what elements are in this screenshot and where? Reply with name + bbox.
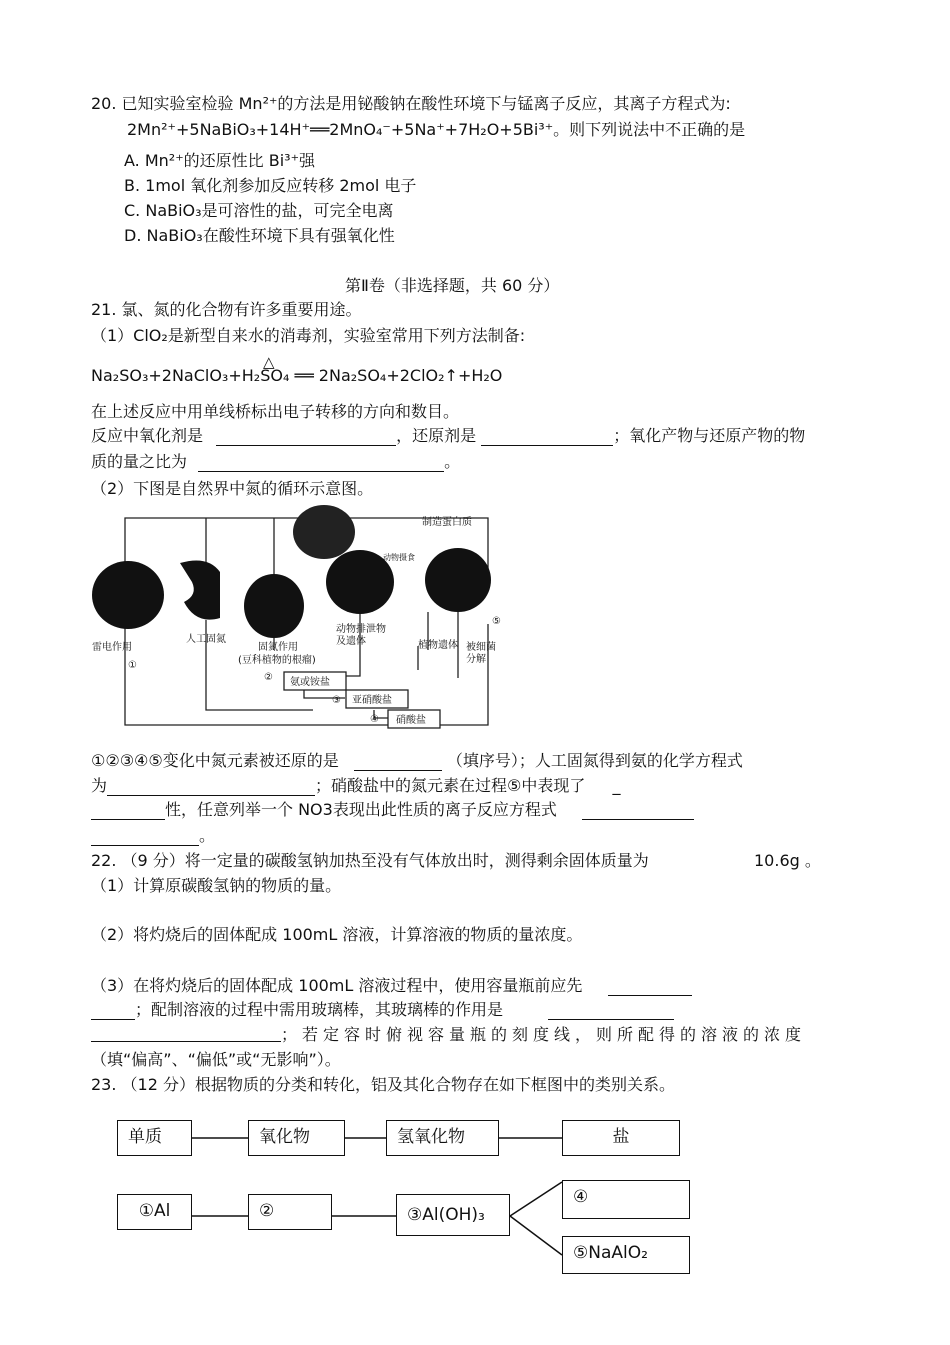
q22-options: （填“偏高”、“偏低”或“无影响”）。: [91, 1050, 341, 1069]
item-box-aloh3: ③Al(OH)₃: [396, 1194, 510, 1236]
num-2: ②: [264, 672, 273, 683]
q20-option-a: A. Mn²⁺的还原性比 Bi³⁺强: [124, 151, 316, 170]
ratio-blank[interactable]: [198, 455, 444, 472]
class-box-oxide: 氧化物: [248, 1120, 345, 1156]
q21-artificial-label: （填序号）；人工固氮得到氨的化学方程式: [446, 751, 743, 770]
flask-check-blank-2[interactable]: [91, 1003, 135, 1020]
section2-title: 第Ⅱ卷（非选择题，共 60 分）: [345, 276, 560, 295]
heat-symbol: △: [263, 353, 275, 371]
q21-end: 。: [199, 826, 216, 845]
label-lightning: 雷电作用: [92, 642, 132, 653]
q20-option-b: B. 1mol 氧化剂参加反应转移 2mol 电子: [124, 176, 417, 195]
label-nitrate: 硝酸盐: [396, 715, 426, 726]
q22-part1: （1）计算原碳酸氢钠的物质的量。: [91, 876, 342, 895]
q20-option-c: C. NaBiO₃是可溶性的盐，可完全电离: [124, 201, 394, 220]
factory-image: [180, 560, 220, 619]
nitrogen-cycle-diagram: [88, 500, 501, 745]
q22-concentration-line: [91, 1025, 859, 1045]
q21-ratio-prefix: ；氧化产物与还原产物的物: [613, 426, 806, 445]
label-bacteria: 被细菌: [466, 642, 496, 653]
q22-concentration-label: ；若定容时俯视容量瓶的刻度线，则所配得的溶液的浓度: [281, 1025, 807, 1044]
ammonia-equation-blank[interactable]: [107, 779, 315, 796]
q22-part3: （3）在将灼烧后的固体配成 100mL 溶液过程中，使用容量瓶前应先: [91, 976, 583, 995]
q21-ratio-end: 。: [444, 452, 461, 471]
ionic-equation-blank[interactable]: [582, 803, 694, 820]
q22-stem: 22. （9 分）将一定量的碳酸氢钠加热至没有气体放出时，测得剩余固体质量为: [91, 851, 649, 870]
item-box-naalo2: ⑤NaAlO₂: [562, 1236, 690, 1274]
label-fixation-sub: (豆科植物的根瘤): [238, 655, 316, 666]
q21-reduced-line: [91, 751, 743, 771]
atmosphere-circle: [293, 505, 355, 559]
q23-stem: 23. （12 分）根据物质的分类和转化，铝及其化合物存在如下框图中的类别关系。: [91, 1075, 675, 1094]
q21-part1-instr: 在上述反应中用单线桥标出电子转移的方向和数目。: [91, 402, 460, 421]
rod-purpose-blank-2[interactable]: [91, 1025, 281, 1042]
label-fixation: 固氮作用: [258, 642, 298, 653]
item-box-2[interactable]: ②: [248, 1194, 332, 1230]
oxidant-blank[interactable]: [216, 429, 396, 446]
q20-equation: 2Mn²⁺+5NaBiO₃+14H⁺══2MnO₄⁻+5Na⁺+7H₂O+5Bi³⁺。则下列说法中不正确的是: [127, 120, 746, 139]
label-animal-food: 动物摄食: [383, 553, 415, 562]
q21-ratio-label: 质的量之比为: [91, 452, 188, 471]
class-box-salt: 盐: [562, 1120, 680, 1156]
q22-rod-line: [91, 1000, 674, 1020]
class-box-element: 单质: [117, 1120, 192, 1156]
label-nitrite: 亚硝酸盐: [352, 695, 392, 706]
lightning-circle: [92, 561, 164, 629]
q21-property-line: [91, 800, 694, 820]
q21-underscore: _: [612, 776, 621, 795]
label-animal-waste2: 及遗体: [336, 636, 366, 647]
q21-part2: （2）下图是自然界中氮的循环示意图。: [91, 479, 374, 498]
q21-property-label: 性，任意列举一个 NO3表现出此性质的离子反应方程式: [165, 800, 557, 819]
label-bacteria2: 分解: [466, 654, 486, 665]
label-plant-remains: 植物遗体: [418, 640, 458, 651]
q20-stem: 20. 已知实验室检验 Mn²⁺的方法是用铋酸钠在酸性环境下与锰离子反应，其离子方程式为:: [91, 94, 731, 113]
label-ammonium: 氨或铵盐: [290, 677, 330, 688]
reductant-blank[interactable]: [481, 429, 613, 446]
flask-check-blank[interactable]: [608, 979, 692, 996]
rod-purpose-blank[interactable]: [548, 1003, 674, 1020]
reduced-blank[interactable]: [354, 754, 442, 771]
label-artificial: 人工固氮: [186, 634, 226, 645]
q21-part1: （1）ClO₂是新型自来水的消毒剂，实验室常用下列方法制备:: [91, 326, 526, 345]
num-5: ⑤: [492, 616, 501, 627]
q22-rod-label: ；配制溶液的过程中需用玻璃棒，其玻璃棒的作用是: [135, 1000, 504, 1019]
class-box-hydroxide: 氢氧化物: [386, 1120, 499, 1156]
property-blank[interactable]: [91, 803, 165, 820]
label-animal-waste: 动物排泄物: [336, 624, 386, 635]
q21-wei: 为: [91, 776, 108, 795]
q21-nitrate-label: ；硝酸盐中的氮元素在过程⑤中表现了: [315, 776, 586, 795]
plant-circle: [244, 574, 304, 638]
num-3: ③: [332, 695, 341, 706]
protein-circle: [425, 548, 491, 612]
num-1: ①: [128, 660, 137, 671]
label-protein: 制造蛋白质: [422, 517, 472, 528]
q21-reductant-label: ，还原剂是: [396, 426, 477, 445]
q22-part2: （2）将灼烧后的固体配成 100mL 溶液，计算溶液的物质的量浓度。: [91, 925, 583, 944]
q21-reduced-label: ①②③④⑤变化中氮元素被还原的是: [91, 751, 339, 770]
q21-equation-line: [91, 776, 620, 796]
q21-oxidant-line: [91, 426, 805, 446]
item-box-al: ①Al: [117, 1194, 192, 1230]
num-4: ④: [370, 714, 379, 725]
q21-reaction: Na₂SO₃+2NaClO₃+H₂SO₄ ══ 2Na₂SO₄+2ClO₂↑+H₂O: [91, 366, 503, 385]
q22-part3-line: [91, 976, 692, 996]
q22-mass: 10.6g 。: [754, 851, 821, 870]
q21-ratio-line: [91, 452, 460, 472]
ionic-equation-blank-2[interactable]: [91, 829, 199, 846]
q21-oxidant-label: 反应中氧化剂是: [91, 426, 204, 445]
q20-option-d: D. NaBiO₃在酸性环境下具有强氧化性: [124, 226, 395, 245]
item-box-4[interactable]: ④: [562, 1180, 690, 1219]
q21-end-line: [91, 826, 215, 846]
q21-stem: 21. 氯、氮的化合物有许多重要用途。: [91, 300, 362, 319]
